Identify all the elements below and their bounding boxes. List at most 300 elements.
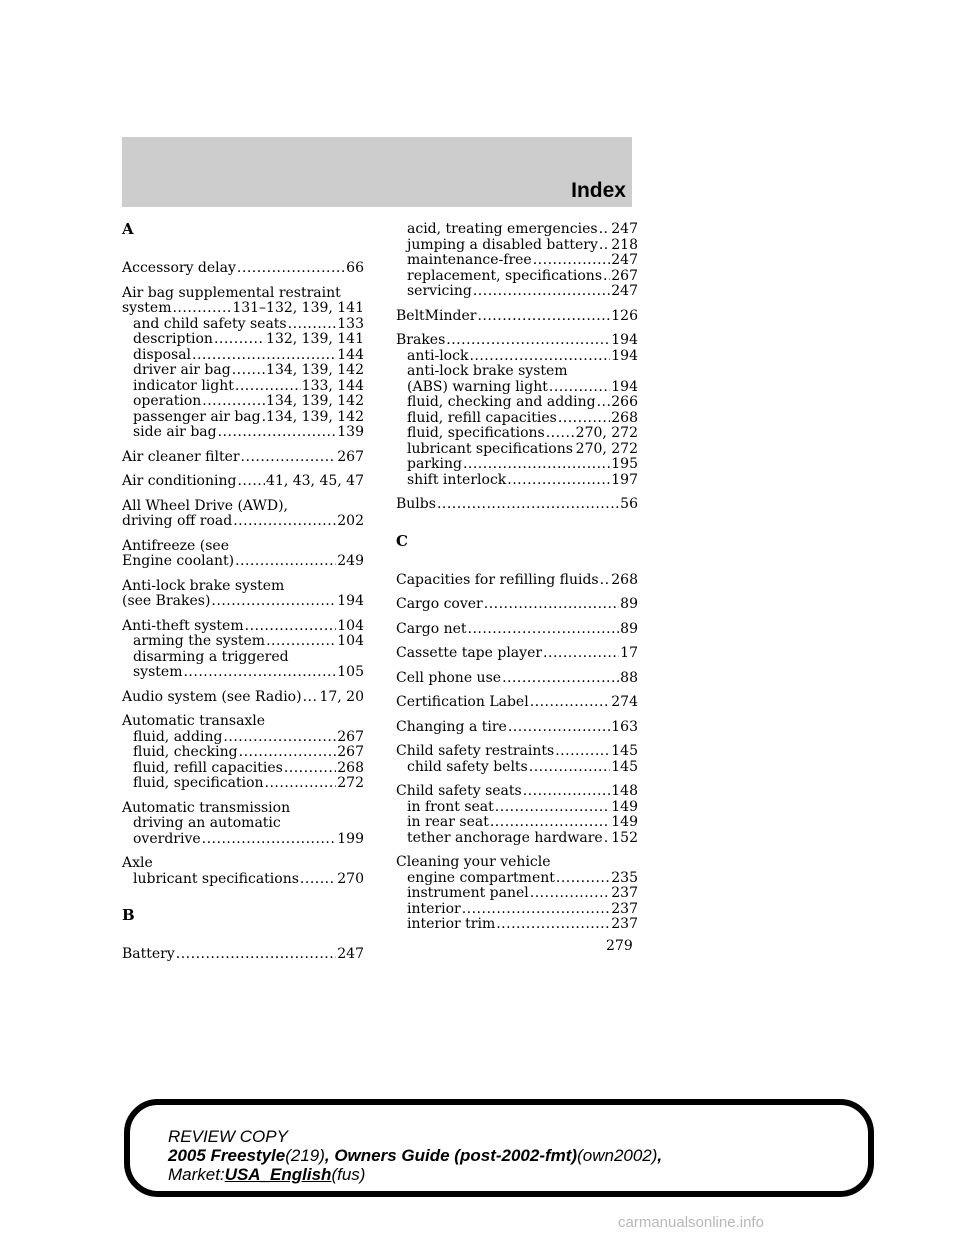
- page-reference: 247: [611, 221, 638, 237]
- index-term: in rear seat: [407, 814, 489, 830]
- index-entry: [122, 856, 364, 887]
- page-reference: 133: [337, 315, 364, 332]
- page-reference: 194: [611, 378, 638, 395]
- dot-leader: [549, 380, 610, 396]
- index-line: [122, 317, 364, 333]
- page-reference: 247: [337, 946, 364, 962]
- index-term: All Wheel Drive (AWD),: [122, 497, 288, 514]
- page-reference: 237: [611, 916, 638, 932]
- index-term: overdrive: [133, 830, 201, 847]
- index-term: Cargo net: [396, 620, 467, 637]
- index-term: replacement, specifications: [407, 267, 603, 284]
- index-line: [396, 573, 638, 589]
- dot-leader: [507, 473, 610, 489]
- index-line: [396, 671, 638, 687]
- dot-leader: [599, 238, 610, 254]
- review-copy-text: [168, 1127, 662, 1184]
- dot-leader: [202, 394, 265, 410]
- index-term: acid, treating emergencies: [407, 221, 598, 237]
- dot-leader: [473, 284, 610, 300]
- page-reference: 132, 139, 141: [266, 331, 364, 347]
- index-term: interior trim: [407, 916, 496, 932]
- index-line: [396, 800, 638, 816]
- index-line: [122, 872, 364, 888]
- index-line: [396, 426, 638, 442]
- page-reference: 237: [611, 885, 638, 901]
- index-term: Anti-theft system: [122, 617, 244, 634]
- dot-leader: [600, 573, 611, 589]
- watermark: carmanualsonline.info: [618, 1214, 764, 1231]
- dot-leader: [232, 363, 265, 379]
- index-term: lubricant specifications: [407, 440, 573, 457]
- index-term: Air bag supplemental restraint: [122, 284, 341, 301]
- index-term: driving an automatic: [133, 815, 281, 831]
- index-line: [396, 309, 638, 325]
- dot-leader: [558, 411, 610, 427]
- dot-leader: [300, 872, 336, 888]
- page-reference: 270: [337, 870, 364, 887]
- index-line: [122, 363, 364, 379]
- page-reference: 249: [337, 553, 364, 569]
- header-band: [122, 137, 632, 207]
- dot-leader: [543, 646, 619, 662]
- index-entry: [396, 671, 638, 687]
- page-reference: 134, 139, 142: [266, 408, 364, 425]
- index-line: [122, 665, 364, 681]
- index-line: [122, 394, 364, 410]
- index-line: [396, 917, 638, 933]
- index-line: [122, 619, 364, 635]
- dot-leader: [235, 379, 301, 395]
- page-reference: 268: [611, 571, 638, 588]
- index-term: Automatic transmission: [122, 799, 291, 816]
- page-reference: 41, 43, 45, 47: [266, 473, 364, 489]
- index-line: [122, 730, 364, 746]
- index-term: Cell phone use: [396, 669, 502, 686]
- review-line-3: [168, 1165, 662, 1184]
- page-reference: 267: [337, 744, 364, 760]
- dot-leader: [490, 815, 610, 831]
- page-reference: 144: [337, 346, 364, 363]
- index-line: [396, 902, 638, 918]
- index-line: [396, 871, 638, 887]
- page-reference: 145: [611, 743, 638, 759]
- index-term: Anti-lock brake system: [122, 577, 285, 594]
- index-line: [122, 650, 364, 666]
- dot-leader: [176, 947, 336, 963]
- index-term: indicator light: [133, 377, 234, 394]
- page-reference: 131–132, 139, 141: [232, 300, 364, 316]
- index-line: [396, 442, 638, 458]
- index-term: Changing a tire: [396, 718, 507, 735]
- index-term: instrument panel: [407, 885, 529, 901]
- index-line: [396, 695, 638, 711]
- index-column-right: [396, 222, 638, 942]
- index-entry: [396, 573, 638, 589]
- dot-leader: [233, 514, 336, 530]
- index-line: [122, 286, 364, 302]
- index-entry: [122, 619, 364, 681]
- index-line: [122, 761, 364, 777]
- index-entry: [396, 222, 638, 300]
- dot-leader: [597, 395, 611, 411]
- index-line: [396, 473, 638, 489]
- index-line: [122, 332, 364, 348]
- index-term: arming the system: [133, 633, 266, 649]
- index-term: engine compartment: [407, 869, 555, 886]
- index-term: fluid, adding: [133, 728, 223, 745]
- index-line: [396, 886, 638, 902]
- index-line: [396, 622, 638, 638]
- index-term: system: [133, 664, 183, 680]
- dot-leader: [546, 426, 575, 442]
- index-entry: [396, 855, 638, 933]
- index-line: [396, 395, 638, 411]
- dot-leader: [508, 720, 610, 736]
- review-market-label: Market:: [168, 1165, 225, 1184]
- index-line: [122, 856, 364, 872]
- index-term: fluid, refill capacities: [407, 409, 557, 426]
- index-term: shift interlock: [407, 471, 507, 488]
- dot-leader: [523, 784, 611, 800]
- index-entry: [396, 646, 638, 662]
- dot-leader: [192, 348, 336, 364]
- section-letter: C: [396, 531, 408, 550]
- index-term: BeltMinder: [396, 307, 477, 324]
- dot-leader: [484, 597, 619, 613]
- review-copy-box: [124, 1099, 874, 1197]
- dot-leader: [241, 450, 337, 466]
- index-line: [396, 457, 638, 473]
- page-reference: 17: [620, 645, 638, 661]
- dot-leader: [245, 619, 337, 635]
- index-line: [122, 450, 364, 466]
- dot-leader: [265, 776, 337, 792]
- dot-leader: [530, 886, 611, 902]
- review-model: 2005 Freestyle: [168, 1146, 286, 1165]
- dot-leader: [262, 410, 265, 426]
- dot-leader: [239, 745, 337, 761]
- dot-leader: [266, 634, 336, 650]
- index-term: Audio system (see Radio): [122, 688, 302, 705]
- index-term: and child safety seats: [133, 315, 287, 332]
- review-line-2: [168, 1146, 662, 1165]
- index-term: Child safety seats: [396, 783, 522, 799]
- dot-leader: [533, 253, 611, 269]
- page-reference: 133, 144: [301, 377, 364, 394]
- index-term: Capacities for refilling fluids: [396, 571, 599, 588]
- dot-leader: [183, 665, 336, 681]
- index-entry: [122, 539, 364, 570]
- index-line: [122, 474, 364, 490]
- page-reference: 247: [611, 252, 638, 268]
- index-term: fluid, specification: [133, 775, 264, 791]
- index-line: [122, 832, 364, 848]
- page-reference: 272: [337, 775, 364, 791]
- index-line: [396, 333, 638, 349]
- page-reference: 267: [611, 267, 638, 284]
- index-term: lubricant specifications: [133, 870, 299, 887]
- dot-leader: [462, 902, 611, 918]
- index-line: [396, 784, 638, 800]
- dot-leader: [237, 474, 265, 490]
- index-line: [122, 947, 364, 963]
- page-reference: 89: [620, 620, 638, 637]
- page-reference: 88: [620, 669, 638, 686]
- index-line: [122, 301, 364, 317]
- index-term: fluid, specifications: [407, 425, 545, 441]
- index-entry: [396, 622, 638, 638]
- review-guide-code: (own2002): [577, 1146, 658, 1165]
- page-reference: 202: [337, 513, 364, 529]
- index-entry: [122, 261, 364, 277]
- section-letter: B: [122, 906, 135, 924]
- index-term: Child safety restraints: [396, 743, 555, 759]
- page-reference: 134, 139, 142: [266, 362, 364, 378]
- index-line: [122, 745, 364, 761]
- index-entry: [396, 309, 638, 325]
- page-reference: 235: [611, 869, 638, 886]
- index-line: [396, 815, 638, 831]
- index-term: in front seat: [407, 798, 494, 815]
- index-term: Battery: [122, 946, 175, 962]
- review-line-1: REVIEW COPY: [168, 1127, 288, 1146]
- dot-leader: [468, 622, 620, 638]
- index-line: [396, 222, 638, 238]
- index-term: Brakes: [396, 332, 446, 348]
- page-reference: 194: [611, 332, 638, 348]
- page-reference: 66: [346, 260, 364, 276]
- index-term: Cleaning your vehicle: [396, 854, 551, 870]
- index-entry: [396, 784, 638, 846]
- page-reference: 17, 20: [319, 688, 364, 705]
- index-term: disarming a triggered: [133, 648, 289, 665]
- index-term: Engine coolant): [122, 553, 235, 569]
- dot-leader: [495, 800, 610, 816]
- index-line: [122, 379, 364, 395]
- index-term: description: [133, 331, 213, 347]
- index-term: passenger air bag: [133, 408, 261, 425]
- dot-leader: [303, 690, 319, 706]
- index-line: [122, 425, 364, 441]
- page-reference: 148: [611, 783, 638, 799]
- page-reference: 197: [611, 471, 638, 488]
- page-reference: 270, 272: [575, 425, 638, 441]
- index-term: Certification Label: [396, 694, 529, 710]
- index-term: anti-lock: [407, 347, 469, 364]
- index-entry: [122, 499, 364, 530]
- dot-leader: [603, 269, 610, 285]
- index-line: [396, 855, 638, 871]
- dot-leader: [284, 761, 336, 777]
- index-line: [396, 380, 638, 396]
- index-entry: [396, 695, 638, 711]
- index-line: [396, 284, 638, 300]
- index-term: Accessory delay: [122, 260, 236, 276]
- index-term: child safety belts: [407, 758, 528, 775]
- dot-leader: [437, 497, 619, 513]
- index-term: fluid, checking and adding: [407, 394, 596, 410]
- dot-leader: [288, 317, 337, 333]
- index-line: [122, 801, 364, 817]
- index-term: Axle: [122, 855, 153, 871]
- dot-leader: [574, 442, 575, 458]
- index-column-left: [122, 222, 364, 972]
- page-reference: 194: [337, 593, 364, 609]
- page-reference: 139: [337, 424, 364, 440]
- page-reference: 105: [337, 664, 364, 680]
- index-term: fluid, refill capacities: [133, 759, 283, 776]
- index-entry: [396, 597, 638, 613]
- index-term: driving off road: [122, 513, 233, 529]
- index-line: [396, 269, 638, 285]
- index-line: [396, 760, 638, 776]
- dot-leader: [599, 222, 611, 238]
- index-term: Air cleaner filter: [122, 448, 240, 465]
- page-reference: 218: [611, 236, 638, 253]
- dot-leader: [211, 594, 336, 610]
- page-reference: 274: [611, 694, 638, 710]
- index-line: [396, 831, 638, 847]
- dot-leader: [496, 917, 610, 933]
- dot-leader: [555, 744, 610, 760]
- page-reference: 266: [611, 394, 638, 410]
- index-line: [122, 594, 364, 610]
- index-line: [122, 410, 364, 426]
- index-term: system: [122, 300, 172, 316]
- index-line: [122, 634, 364, 650]
- dot-leader: [202, 832, 337, 848]
- index-line: [122, 554, 364, 570]
- index-entry: [396, 333, 638, 488]
- review-market-code: (fus): [331, 1165, 366, 1184]
- index-term: Bulbs: [396, 496, 436, 512]
- index-line: [122, 579, 364, 595]
- dot-leader: [502, 671, 619, 687]
- index-term: tether anchorage hardware: [407, 829, 603, 846]
- page-reference: 104: [337, 617, 364, 634]
- page-reference: 163: [611, 718, 638, 735]
- index-term: Antifreeze (see: [122, 537, 230, 554]
- index-term: maintenance-free: [407, 252, 532, 268]
- index-entry: [122, 947, 364, 963]
- index-entry: [122, 579, 364, 610]
- index-line: [122, 816, 364, 832]
- index-term: parking: [407, 456, 462, 472]
- page-reference: 152: [611, 829, 638, 846]
- index-line: [122, 348, 364, 364]
- page-reference: 237: [611, 900, 638, 917]
- index-term: fluid, checking: [133, 744, 238, 760]
- index-term: Air conditioning: [122, 473, 237, 489]
- index-line: [122, 261, 364, 277]
- dot-leader: [469, 349, 610, 365]
- index-term: jumping a disabled battery: [407, 236, 598, 253]
- index-term: operation: [133, 393, 202, 409]
- dot-leader: [604, 831, 611, 847]
- index-line: [122, 714, 364, 730]
- dot-leader: [529, 760, 611, 776]
- page-reference: 56: [620, 496, 638, 512]
- page-reference: 267: [337, 728, 364, 745]
- index-entry: [396, 720, 638, 736]
- index-line: [122, 690, 364, 706]
- index-entry: [396, 744, 638, 775]
- index-line: [396, 720, 638, 736]
- review-market: USA_English: [224, 1165, 332, 1184]
- page-reference: 149: [611, 798, 638, 815]
- page-reference: 104: [337, 633, 364, 649]
- index-line: [396, 744, 638, 760]
- dot-leader: [530, 695, 611, 711]
- index-line: [122, 539, 364, 555]
- index-term: (ABS) warning light: [407, 378, 548, 395]
- page-reference: 89: [620, 596, 638, 612]
- page-reference: 194: [611, 347, 638, 364]
- page-reference: 268: [611, 409, 638, 426]
- dot-leader: [556, 871, 610, 887]
- index-term: anti-lock brake system: [407, 363, 568, 379]
- index-line: [122, 499, 364, 515]
- index-term: driver air bag: [133, 362, 231, 378]
- index-term: Cassette tape player: [396, 645, 543, 661]
- index-line: [396, 646, 638, 662]
- dot-leader: [223, 730, 336, 746]
- review-comma: ,: [657, 1146, 663, 1165]
- dot-leader: [477, 309, 610, 325]
- index-entry: [122, 690, 364, 706]
- review-model-code: (219): [285, 1146, 325, 1165]
- index-term: side air bag: [133, 424, 217, 440]
- page-reference: 149: [611, 814, 638, 830]
- page-reference: 267: [337, 448, 364, 465]
- index-term: (see Brakes): [122, 593, 211, 609]
- page-reference: 134, 139, 142: [266, 393, 364, 409]
- page-reference: 199: [337, 830, 364, 847]
- page-reference: 247: [611, 283, 638, 299]
- index-term: Cargo cover: [396, 596, 483, 612]
- index-line: [396, 238, 638, 254]
- dot-leader: [218, 425, 337, 441]
- review-guide: , Owners Guide (post-2002-fmt): [324, 1146, 578, 1165]
- index-line: [396, 597, 638, 613]
- index-term: disposal: [133, 346, 192, 363]
- index-line: [122, 514, 364, 530]
- page-reference: 126: [611, 307, 638, 324]
- index-term: Automatic transaxle: [122, 713, 266, 729]
- index-entry: [122, 450, 364, 466]
- index-line: [396, 364, 638, 380]
- dot-leader: [214, 332, 265, 348]
- index-line: [396, 497, 638, 513]
- dot-leader: [446, 333, 610, 349]
- index-entry: [396, 497, 638, 513]
- dot-leader: [235, 554, 336, 570]
- section-letter: A: [122, 220, 134, 238]
- page-reference: 195: [611, 456, 638, 472]
- page-reference: 145: [611, 758, 638, 775]
- index-entry: [122, 474, 364, 490]
- index-term: interior: [407, 900, 461, 917]
- dot-leader: [172, 301, 231, 317]
- dot-leader: [463, 457, 610, 473]
- index-entry: [122, 286, 364, 441]
- page-number: 279: [606, 938, 633, 954]
- index-line: [122, 776, 364, 792]
- index-entry: [122, 801, 364, 848]
- page-reference: 270, 272: [575, 440, 638, 457]
- page-reference: 268: [337, 759, 364, 776]
